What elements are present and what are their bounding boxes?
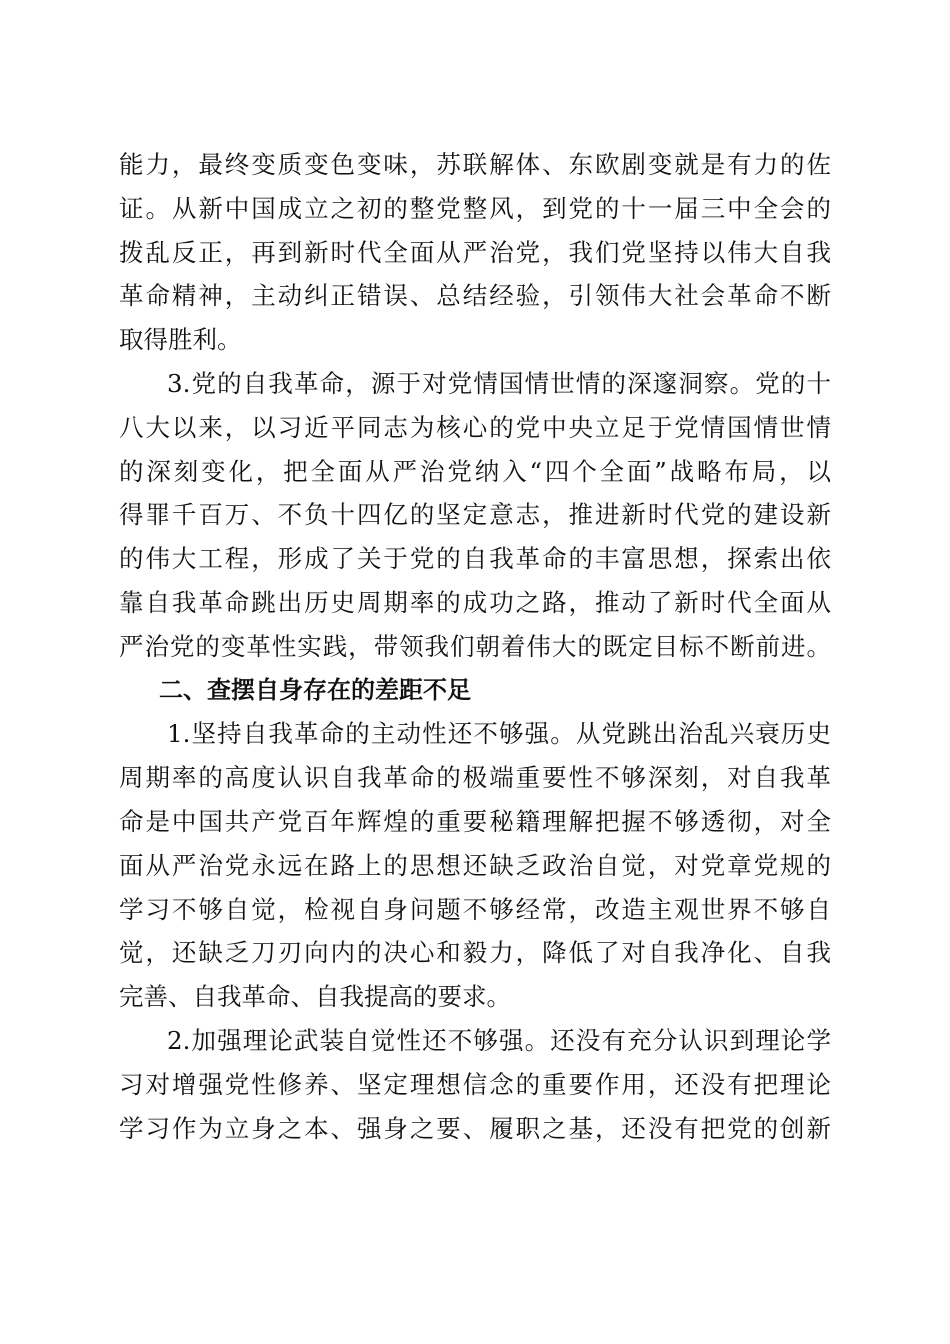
text-line: 习对增强党性修养、坚定理想信念的重要作用，还没有把理论 [119, 1069, 831, 1099]
text-line: 觉，还缺乏刀刃向内的决心和毅力，降低了对自我净化、自我 [119, 938, 831, 968]
text-line: 学习作为立身之本、强身之要、履职之基，还没有把党的创新 [119, 1113, 831, 1143]
text-line: 1.坚持自我革命的主动性还不够强。从党跳出治乱兴衰历史 [167, 719, 831, 749]
text-line: 的伟大工程，形成了关于党的自我革命的丰富思想，探索出依 [119, 544, 831, 574]
section-heading: 二、查摆自身存在的差距不足 [159, 675, 471, 704]
text-line: 的深刻变化，把全面从严治党纳入“四个全面”战略布局，以 [119, 456, 831, 486]
text-line: 得罪千百万、不负十四亿的坚定意志，推进新时代党的建设新 [119, 500, 831, 530]
text-line: 面从严治党永远在路上的思想还缺乏政治自觉，对党章党规的 [119, 850, 831, 880]
text-line: 八大以来，以习近平同志为核心的党中央立足于党情国情世情 [119, 412, 831, 442]
document-body [119, 143, 831, 1150]
text-line: 3.党的自我革命，源于对党情国情世情的深邃洞察。党的十 [167, 368, 831, 398]
text-line: 拨乱反正，再到新时代全面从严治党，我们党坚持以伟大自我 [119, 237, 831, 267]
text-line: 命是中国共产党百年辉煌的重要秘籍理解把握不够透彻，对全 [119, 806, 831, 836]
text-line: 取得胜利。 [119, 325, 242, 355]
text-line: 2.加强理论武装自觉性还不够强。还没有充分认识到理论学 [167, 1025, 831, 1055]
text-line: 能力，最终变质变色变味，苏联解体、东欧剧变就是有力的佐 [119, 150, 831, 179]
text-line: 学习不够自觉，检视自身问题不够经常，改造主观世界不够自 [119, 894, 831, 924]
text-line: 证。从新中国成立之初的整党整风，到党的十一届三中全会的 [119, 193, 831, 223]
text-line: 周期率的高度认识自我革命的极端重要性不够深刻，对自我革 [119, 763, 831, 793]
text-line: 靠自我革命跳出历史周期率的成功之路，推动了新时代全面从 [119, 587, 831, 617]
text-line: 革命精神，主动纠正错误、总结经验，引领伟大社会革命不断 [119, 281, 831, 311]
text-line: 完善、自我革命、自我提高的要求。 [119, 982, 511, 1012]
text-line: 严治党的变革性实践，带领我们朝着伟大的既定目标不断前进。 [119, 631, 831, 661]
